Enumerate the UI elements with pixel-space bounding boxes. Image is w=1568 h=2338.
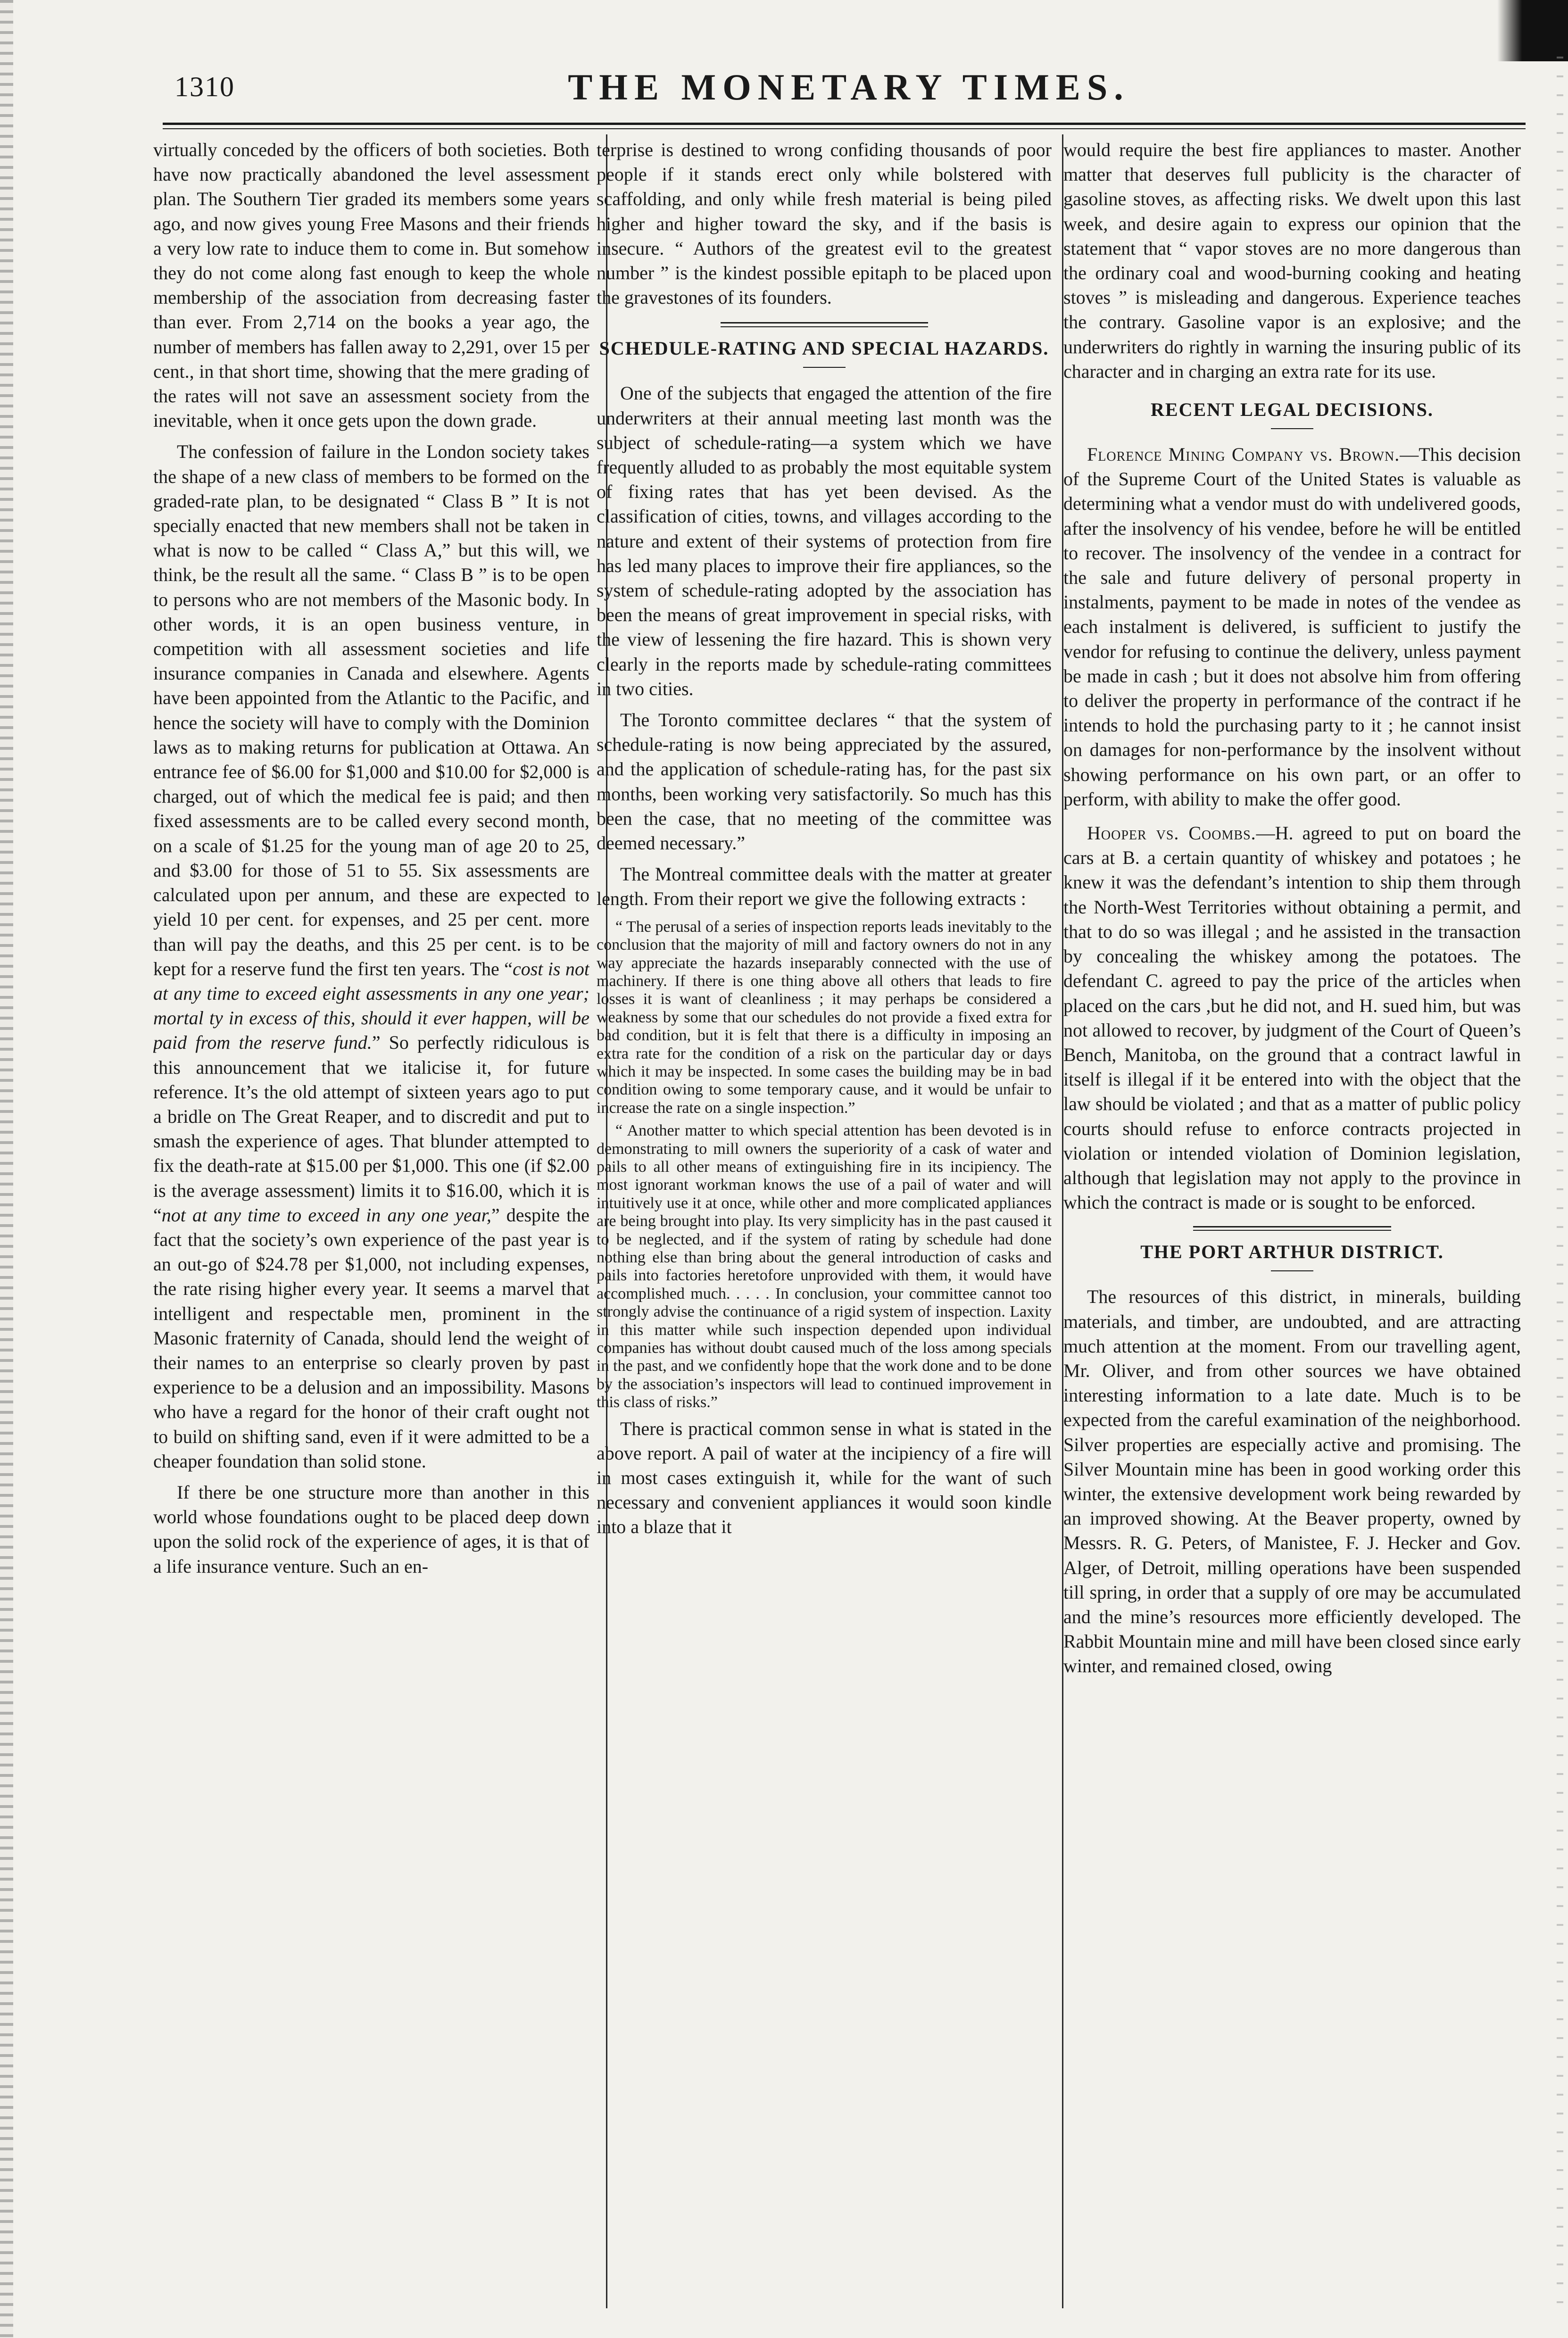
scan-edge-left <box>0 0 13 2338</box>
scan-edge-strip <box>1557 57 1563 2320</box>
section-rule <box>1193 1226 1391 1231</box>
heading-rule <box>803 367 846 368</box>
col2-paragraph-2: One of the subjects that engaged the attention of the fire underwriters at their annual meeting last month was the subject of schedule-rating—a system which we have frequently alluded to as probably the most equitable system of fixing rates that has yet been devised. As the classification of cities, towns, and villages according to the nature and extent of their systems of protection from fire has led many places to improve their fire appliances, so the system of schedule-rating adopted by the association has been the means of great improvement in special risks, with the view of lessening the fire hazard. This is shown very clearly in the reports made by schedule-rating committees in two cities. <box>597 382 1052 699</box>
quote-paragraph-2: “ Another matter to which special attention has been devoted is in demonstrating to mill owners the superiority of a cask of water and pails to all other means of extinguishing fire in its incipiency. The most ignorant workman knows the use of a pail of water and will intuitively use it at once, while other and more complicated appliances are being brought into play. Its very simplicity has in the past caused it to be neglected, and if the system of rating by schedule had done nothing else than bring about the general introduction of casks and pails into factories heretofore unprovided with them, it would have accomplished much. . . . . In conclusion, your committee cannot too strongly advise the continuance of a rigid system of inspection. Laxity in this matter while such inspection depended upon individual companies has without doubt caused much of the loss among specials in the past, and we confidently hope that the work done and to be done by the association’s inspectors will lead to continued improvement in this class of risks.” <box>597 1122 1052 1411</box>
case-title: Hooper vs. Coombs. <box>1087 822 1256 844</box>
col1-paragraph-1: virtually conceded by the officers of both societies. Both have now practically abandoned the level assessment plan. The Southern Tier graded its members some years ago, and now gives young Free Masons and their friends a very low rate to induce them to come in. But somehow they do not come along fast enough to keep the whole membership of the association from decreasing faster than ever. From 2,714 on the books a year ago, the number of members has fallen away to 2,291, over 15 per cent., in that short time, showing that the mere grading of the rates will not save an assessment society from the inevitable, when it once gets upon the down grade. <box>153 139 589 431</box>
col1-p2-text-a: The confession of failure in the London society takes the shape of a new class of members to be formed on the graded-rate plan, to be designated “ Class B ” It is not specially enacted that new members shall not be taken in what is now to be called “ Class A,” but this will, we think, be the result all the same. “ Class B ” is to be open to persons who are not members of the Masonic body. In other words, it is an open business venture, in competition with all assessment societies and life insurance companies in Canada and elsewhere. Agents have been appointed from the Atlantic to the Pacific, and hence the society will have to comply with the Dominion laws as to making returns for publication at Ottawa. An entrance fee of $6.00 for $1,000 and $10.00 for $2,000 is charged, out of which the medical fee is paid; and then fixed assessments are to be called every second month, on a scale of $1.25 for the young man of age 20 to 25, and $3.00 for those of 51 to 55. Six assessments are calculated upon per annum, and these are expected to yield 10 per cent. for expenses, and 25 per cent. more than will pay the deaths, and this 25 per cent. is to be kept for a reserve fund the first ten years. The “ <box>153 441 589 979</box>
heading-rule <box>1271 428 1313 429</box>
case-text: —H. agreed to put on board the cars at B. a certain quantity of whiskey and potatoes ; he knew it was the defendant’s intention to ship them through the North-West Territories without obtaining a permit, and that to do so was illegal ; and he assisted in the transaction by concealing the whiskey among the potatoes. The defendant C. agreed to pay the price of the articles when placed on the cars ,but he did not, and H. sued him, but was not allowed to recover, by judgment of the Court of Queen’s Bench, Manitoba, on the ground that a contract lawful in itself is illegal if it be entered into with the object that the law should be violated ; and that as a matter of public policy courts should refuse to enforce contracts projected in violation or intended violation of Dominion legislation, although that legislation may not apply to the province in which the contract is made or is sought to be enforced. <box>1063 822 1521 1213</box>
col1-p2-italic-b: not at any time to exceed in any one year, <box>161 1204 491 1226</box>
page-header <box>174 66 1523 118</box>
masthead-title: THE MONETARY TIMES. <box>568 66 1130 108</box>
heading-port-arthur: THE PORT ARTHUR DISTRICT. <box>1140 1241 1444 1263</box>
column-2 <box>597 138 1052 2326</box>
col2-paragraph-5: There is practical common sense in what is stated in the above report. A pail of water at the incipiency of a fire will in most cases extinguish it, while for the want of such necessary and convenient appliances it would soon kindle into a blaze that it <box>597 1418 1052 1538</box>
case-text: —This decision of the Supreme Court of the United States is valuable as determining what a vendor must do with undelivered goods, after the insolvency of his vendee, before he will be entitled to recover. The insolvency of the vendee in a contract for the sale and future delivery of personal property in instalments, payment to be made in notes of the vendee as each instalment is delivered, is sufficient to justify the vendor for refusing to continue the delivery, unless payment be made in cash ; but it does not absolve him from offering to deliver the property in performance of the contract if he intends to hold the purchasing party to it ; he cannot insist on damages for non-performance by the insolvent without showing performance on his own part, or an offer to perform, with ability to make the offer good. <box>1063 444 1521 810</box>
col2-paragraph-4: The Montreal committee deals with the matter at greater length. From their report we give the following extracts : <box>597 863 1052 910</box>
col3-paragraph-1: would require the best fire appliances to master. Another matter that deserves full publicity is the character of gasoline stoves, as affecting risks. We dwelt upon this last week, and desire again to express our opinion that the statement that “ vapor stoves are no more dangerous than the ordinary coal and wood-burning cooking and heating stoves ” is misleading and dangerous. Experience teaches the contrary. Gasoline vapor is an explosive; and the underwriters do rightly in warning the insuring public of its character and in charging an extra rate for its use. <box>1063 139 1521 382</box>
page-number: 1310 <box>174 71 235 102</box>
quote-paragraph-1: “ The perusal of a series of inspection reports leads inevitably to the conclusion that the majority of mill and factory owners do not in any way appreciate the hazards inseparably connected with the use of machinery. If there is one thing above all others that leads to fire losses it is want of cleanliness ; it may perhaps be considered a weakness by some that our schedules do not provide a fixed extra for bad condition, but it is felt that there is a difficulty in imposing an extra rate for the condition of a risk on the particular day or days which it may be inspected. In some cases the building may be in bad condition owing to some temporary cause, and it would be unfair to increase the rate on a single inspection.” <box>597 918 1052 1117</box>
col1-paragraph-3: If there be one structure more than another in this world whose foundations ought to be placed deep down upon the solid rock of the experience of ages, it is that of a life insurance venture. Such an en- <box>153 1481 589 1577</box>
col1-p2-italic-a: cost is not at any time to exceed eight assessments in any one year; mortal ty in excess of this, should it ever happen, will be paid from the reserve fund. <box>153 958 589 1053</box>
heading-rule <box>1271 1270 1313 1271</box>
scan-edge-right <box>1497 0 1568 61</box>
col1-p2-text-b: ” So perfectly ridiculous is this announcement that we italicise it, for future reference. It’s the old attempt of sixteen years ago to put a bridle on The Great Reaper, and to discredit and put to smash the experience of ages. That blunder attempted to fix the death-rate at $15.00 per $1,000. This one (if $2.00 is the average assessment) limits it to $16.00, which it is “ <box>153 1032 589 1226</box>
case-hooper-coombs <box>1063 821 1521 1215</box>
report-extracts <box>597 918 1052 1412</box>
col1-p2-text-c: ” despite the fact that the society’s own experience of the past year is an out-go of $24.78 per $1,000, not including expenses, the rate rising higher every year. It seems a marvel that intelligent and respectable men, prominent in the Masonic fraternity of Canada, should lend the weight of their names to an enterprise so clearly proven by past experience to be a delusion and an impossibility. Masons who have a regard for the honor of their craft ought not to build on shifting sand, even if it were admitted to be a cheaper foundation than solid stone. <box>153 1204 589 1472</box>
case-florence-mining <box>1063 442 1521 812</box>
col3-paragraph-2: The resources of this district, in minerals, building materials, and timber, are undoubted, and are attracting much attention at the moment. From our travelling agent, Mr. Oliver, and from other sources we have obtained interesting information to a late date. Much is to be expected from the careful examination of the neighborhood. Silver properties are especially active and promising. The Silver Mountain mine has been in good working order this winter, the extensive development work being rewarded by an improved showing. At the Beaver property, owned by Messrs. R. G. Peters, of Manistee, F. J. Hecker and Gov. Alger, of Detroit, milling operations have been suspended till spring, in order that a supply of ore may be accumulated and the mine’s resources more efficiently developed. The Rabbit Mountain mine and mill have been closed since early winter, and remained closed, owing <box>1063 1286 1521 1677</box>
case-title: Florence Mining Company vs. Brown. <box>1087 444 1400 465</box>
header-rule <box>163 123 1526 125</box>
heading-legal-decisions: RECENT LEGAL DECISIONS. <box>1151 399 1434 421</box>
col1-paragraph-2 <box>153 439 589 1474</box>
col2-paragraph-1: terprise is destined to wrong confiding thousands of poor people if it stands erect only while bolstered with scaffolding, and only while fresh material is being piled higher and higher toward the sky, and if the basis is insecure. “ Authors of the greatest evil to the greatest number ” is the kindest possible epitaph to be placed upon the gravestones of its founders. <box>597 139 1052 308</box>
column-3 <box>1063 138 1521 2326</box>
col2-paragraph-3: The Toronto committee declares “ that the system of schedule-rating is now being appreciated by the assured, and the application of schedule-rating has, for the past six months, been working very satisfactorily. So much has this been the case, that no meeting of the committee was deemed necessary.” <box>597 709 1052 854</box>
section-rule <box>721 322 928 327</box>
heading-schedule-rating: SCHEDULE-RATING AND SPECIAL HAZARDS. <box>599 338 1049 359</box>
column-1 <box>153 138 589 2326</box>
header-rule-thin <box>163 128 1526 129</box>
